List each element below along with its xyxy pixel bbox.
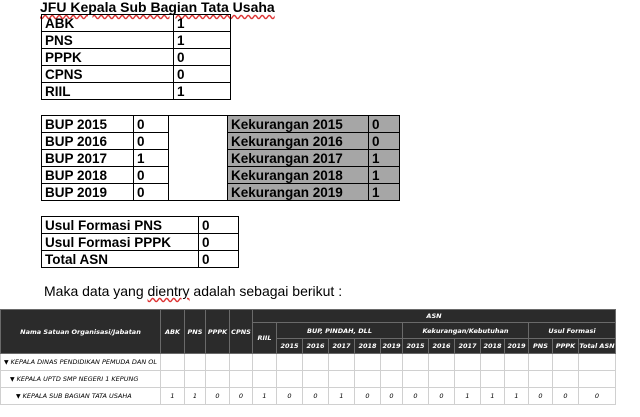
bup-value: 0 bbox=[134, 167, 169, 184]
bup-value: 1 bbox=[134, 150, 169, 167]
bup-value: 0 bbox=[134, 184, 169, 201]
header-cpns: CPNS bbox=[230, 310, 253, 354]
header-name: Nama Satuan Organisasi/Jabatan bbox=[1, 310, 161, 354]
header-usul-col: PPPK bbox=[553, 339, 579, 354]
kekurangan-key: Kekurangan 2017 bbox=[228, 150, 369, 167]
table-cell: 1 bbox=[185, 388, 206, 405]
org-name: KEPALA DINAS PENDIDIKAN PEMUDA DAN OL bbox=[10, 358, 157, 366]
header-usul-col: PNS bbox=[529, 339, 553, 354]
summary-row bbox=[42, 49, 231, 66]
table-cell: 1 bbox=[505, 388, 529, 405]
table-cell bbox=[253, 354, 277, 371]
org-name-cell[interactable] bbox=[1, 388, 161, 405]
table-cell bbox=[403, 354, 429, 371]
kekurangan-value: 1 bbox=[369, 184, 400, 201]
table-cell: 0 bbox=[553, 388, 579, 405]
header-kekurangan-year: 2018 bbox=[481, 339, 505, 354]
table-cell bbox=[529, 371, 553, 388]
bup-value: 0 bbox=[134, 133, 169, 150]
bup-value: 0 bbox=[134, 116, 169, 133]
table-cell: 0 bbox=[429, 388, 455, 405]
table-cell bbox=[277, 371, 303, 388]
usul-value: 0 bbox=[199, 217, 239, 234]
note-squiggle-word: dientry bbox=[147, 283, 190, 299]
table-cell bbox=[553, 354, 579, 371]
table-cell bbox=[329, 371, 355, 388]
asn-table bbox=[0, 309, 616, 405]
kekurangan-key: Kekurangan 2016 bbox=[228, 133, 369, 150]
table-cell: 1 bbox=[161, 388, 185, 405]
note-suffix: adalah sebagai berikut : bbox=[189, 283, 343, 299]
usul-value: 0 bbox=[199, 234, 239, 251]
org-name: KEPALA UPTD SMP NEGERI 1 KEPUNG bbox=[16, 375, 139, 383]
table-cell bbox=[579, 371, 616, 388]
usul-row bbox=[42, 251, 239, 268]
table-cell bbox=[230, 354, 253, 371]
header-kekurangan-year: 2019 bbox=[505, 339, 529, 354]
bup-kekurangan-table bbox=[41, 115, 400, 201]
summary-key: PPPK bbox=[42, 49, 174, 66]
summary-key: ABK bbox=[42, 15, 174, 32]
table-cell bbox=[481, 371, 505, 388]
table-cell bbox=[253, 371, 277, 388]
bup-key: BUP 2016 bbox=[42, 133, 134, 150]
table-cell bbox=[381, 354, 403, 371]
usul-row bbox=[42, 217, 239, 234]
summary-key: RIIL bbox=[42, 83, 174, 100]
table-cell: 0 bbox=[529, 388, 553, 405]
table-cell bbox=[455, 371, 481, 388]
usul-value: 0 bbox=[199, 251, 239, 268]
bup-row bbox=[42, 116, 400, 133]
bup-key: BUP 2017 bbox=[42, 150, 134, 167]
table-cell bbox=[161, 371, 185, 388]
table-cell bbox=[185, 371, 206, 388]
table-cell bbox=[206, 371, 230, 388]
header-pns: PNS bbox=[185, 310, 206, 354]
summary-row bbox=[42, 83, 231, 100]
table-cell bbox=[579, 354, 616, 371]
header-bup-year: 2018 bbox=[355, 339, 381, 354]
table-cell bbox=[206, 354, 230, 371]
kekurangan-key: Kekurangan 2019 bbox=[228, 184, 369, 201]
kekurangan-value: 0 bbox=[369, 133, 400, 150]
summary-value: 0 bbox=[174, 49, 231, 66]
table-cell bbox=[529, 354, 553, 371]
header-bup-year: 2016 bbox=[303, 339, 329, 354]
org-name-cell[interactable] bbox=[1, 371, 161, 388]
table-cell bbox=[505, 371, 529, 388]
summary-table bbox=[41, 14, 231, 100]
header-kekurangan-year: 2016 bbox=[429, 339, 455, 354]
note-prefix: Maka data yang bbox=[44, 283, 148, 299]
header-pppk: PPPK bbox=[206, 310, 230, 354]
page-title: JFU Kepala Sub Bagian Tata Usaha bbox=[40, 0, 275, 15]
spacer-cell bbox=[169, 116, 228, 201]
table-row bbox=[1, 388, 616, 405]
table-cell: 0 bbox=[403, 388, 429, 405]
summary-key: PNS bbox=[42, 32, 174, 49]
table-cell: 0 bbox=[206, 388, 230, 405]
header-kekurangan: Kekurangan/Kebutuhan bbox=[403, 323, 529, 339]
usul-formasi-table bbox=[41, 216, 239, 268]
summary-value: 1 bbox=[174, 32, 231, 49]
bup-key: BUP 2019 bbox=[42, 184, 134, 201]
table-cell bbox=[230, 371, 253, 388]
table-cell: 1 bbox=[455, 388, 481, 405]
header-kekurangan-year: 2017 bbox=[455, 339, 481, 354]
caret-down-icon[interactable]: ▼ bbox=[10, 376, 15, 383]
summary-row bbox=[42, 66, 231, 83]
header-bup-year: 2017 bbox=[329, 339, 355, 354]
table-cell bbox=[277, 354, 303, 371]
usul-row bbox=[42, 234, 239, 251]
table-cell: 0 bbox=[303, 388, 329, 405]
caret-down-icon[interactable]: ▼ bbox=[4, 359, 9, 366]
table-cell: 0 bbox=[579, 388, 616, 405]
header-riil: RIIL bbox=[253, 323, 277, 354]
summary-value: 1 bbox=[174, 83, 231, 100]
table-cell bbox=[403, 371, 429, 388]
org-name-cell[interactable] bbox=[1, 354, 161, 371]
table-row bbox=[1, 371, 616, 388]
usul-key: Total ASN bbox=[42, 251, 199, 268]
header-bup: BUP, PINDAH, DLL bbox=[277, 323, 403, 339]
table-cell bbox=[481, 354, 505, 371]
kekurangan-key: Kekurangan 2015 bbox=[228, 116, 369, 133]
bup-key: BUP 2015 bbox=[42, 116, 134, 133]
table-cell bbox=[429, 354, 455, 371]
intro-note bbox=[44, 283, 342, 299]
table-cell bbox=[303, 371, 329, 388]
summary-value: 1 bbox=[174, 15, 231, 32]
table-cell: 1 bbox=[329, 388, 355, 405]
usul-key: Usul Formasi PPPK bbox=[42, 234, 199, 251]
summary-row bbox=[42, 32, 231, 49]
header-usul: Usul Formasi bbox=[529, 323, 616, 339]
summary-key: CPNS bbox=[42, 66, 174, 83]
table-cell: 0 bbox=[381, 388, 403, 405]
summary-value: 0 bbox=[174, 66, 231, 83]
header-bup-year: 2019 bbox=[381, 339, 403, 354]
table-cell: 1 bbox=[481, 388, 505, 405]
table-cell bbox=[429, 371, 455, 388]
table-cell bbox=[381, 371, 403, 388]
header-asn: ASN bbox=[253, 310, 616, 323]
kekurangan-value: 0 bbox=[369, 116, 400, 133]
kekurangan-value: 1 bbox=[369, 150, 400, 167]
header-bup-year: 2015 bbox=[277, 339, 303, 354]
table-row bbox=[1, 354, 616, 371]
table-cell bbox=[355, 371, 381, 388]
table-cell bbox=[329, 354, 355, 371]
kekurangan-value: 1 bbox=[369, 167, 400, 184]
table-cell: 0 bbox=[355, 388, 381, 405]
table-cell: 1 bbox=[253, 388, 277, 405]
table-cell: 0 bbox=[277, 388, 303, 405]
org-name: KEPALA SUB BAGIAN TATA USAHA bbox=[22, 392, 132, 400]
table-cell: 0 bbox=[230, 388, 253, 405]
caret-down-icon[interactable]: ▼ bbox=[16, 393, 21, 400]
table-cell bbox=[553, 371, 579, 388]
table-cell bbox=[455, 354, 481, 371]
header-usul-col: Total ASN bbox=[579, 339, 616, 354]
usul-key: Usul Formasi PNS bbox=[42, 217, 199, 234]
table-cell bbox=[185, 354, 206, 371]
header-kekurangan-year: 2015 bbox=[403, 339, 429, 354]
bup-key: BUP 2018 bbox=[42, 167, 134, 184]
table-cell bbox=[303, 354, 329, 371]
table-cell bbox=[355, 354, 381, 371]
kekurangan-key: Kekurangan 2018 bbox=[228, 167, 369, 184]
summary-row bbox=[42, 15, 231, 32]
header-abk: ABK bbox=[161, 310, 185, 354]
table-cell bbox=[161, 354, 185, 371]
table-cell bbox=[505, 354, 529, 371]
